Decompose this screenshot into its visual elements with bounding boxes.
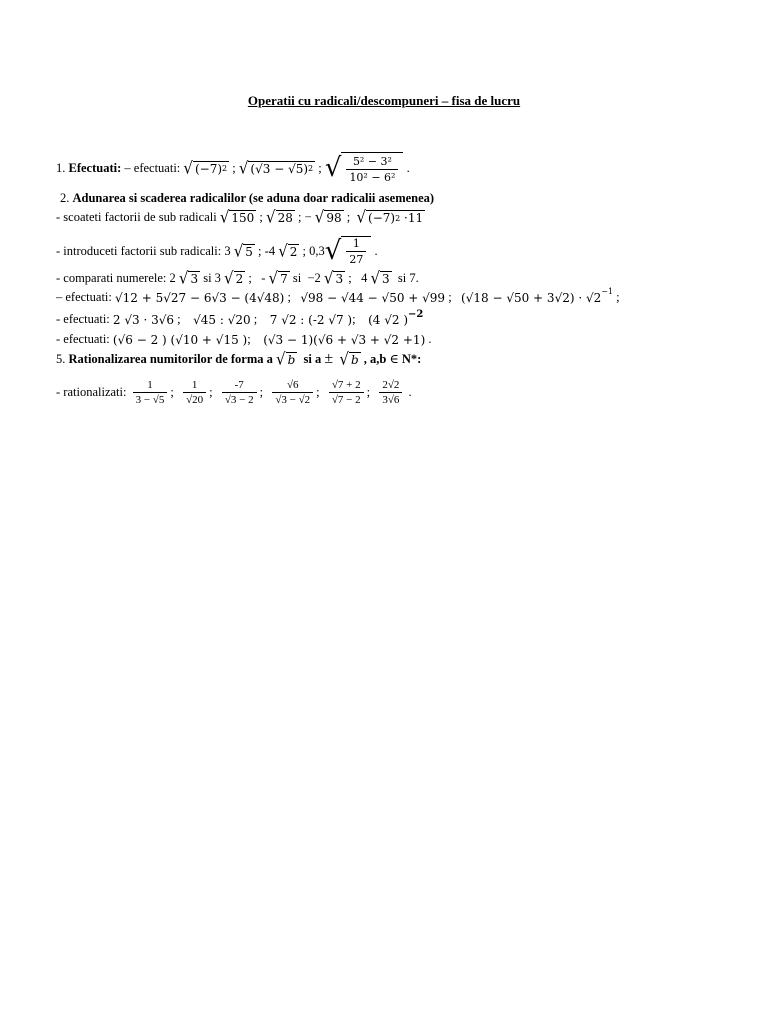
exercise-scoateti: - scoateti factorii de sub radicali √ 150 ; √ 28 ; − √ 98 ; √ (−7) 2 ·11 bbox=[56, 207, 424, 227]
instruction-lead: - scoateti factorii de sub radicali bbox=[56, 210, 217, 224]
expression-1: √ (−7) 2 bbox=[183, 157, 228, 178]
instruction-lead: - comparati numerele: bbox=[56, 271, 167, 285]
exercise-introduceti: - introduceti factorii sub radicali: 3 √ 5 ; -4 √ 2 ; 0,3 √ $\frac{1}{27}$ . bbox=[56, 236, 378, 266]
section-heading: Efectuati: bbox=[68, 160, 122, 175]
page-title: Operatii cu radicali/descompuneri – fisa de lucru bbox=[247, 93, 521, 108]
section-number: 2. bbox=[60, 191, 70, 205]
expression-3: √ $\frac{\text{5² − 3²}}{\text{10² − 6²}}$ bbox=[325, 152, 404, 184]
fraction-item: $\frac{1}{3 - √5}$ bbox=[133, 379, 168, 406]
exercise-efectuati-2: - efectuati: 2 √3 · 3√6 ; √45 : √20 ; 7 √2 : (-2 √7 ) ; (4 √2 ) $^{-2}$ bbox=[56, 309, 424, 327]
fraction-item: $\frac{2√2}{3√6}$ bbox=[379, 379, 402, 406]
section-5: 5. Rationalizarea numitorilor de forma a √ b si a ± √ b , a,b ∈ N*: bbox=[56, 348, 422, 369]
section-number: 5. bbox=[56, 351, 66, 366]
section-heading: Adunarea si scaderea radicalilor (se aduna doar radicalii asemenea) bbox=[72, 191, 435, 205]
fraction-item: $\frac{-7}{√3 - 2}$ bbox=[222, 379, 257, 406]
instruction-lead: - efectuati: bbox=[56, 312, 110, 326]
instruction-lead: - rationalizati: bbox=[56, 384, 127, 399]
fraction-item: $\frac{1}{√20}$ bbox=[183, 379, 206, 406]
exercise-efectuati-3: - efectuati: (√6 − 2 ) (√10 + √15 ) ; (√3 − 1)(√6 + √3 + √2 +1) . bbox=[56, 332, 432, 347]
exercise-efectuati-1: – efectuati: √12 + 5√27 − 6√3 − (4√48) ; √98 − √44 − √50 + √99 ; (√18 − √50 + 3√2) · √2 $^{-1}$ ; bbox=[56, 287, 620, 305]
section-1: 1. Efectuati: – efectuati: √ (−7) 2 ; √ ( √3 − √5 ) 2 ; √ $\frac{\text{5² − 3²}}{\text{10² − 6²}}$ . bbox=[56, 153, 410, 184]
instruction-lead: – efectuati: bbox=[56, 290, 112, 304]
instruction-lead: – efectuati: bbox=[124, 160, 181, 175]
instruction-lead: - introduceti factorii sub radicali: bbox=[56, 243, 222, 258]
exercise-comparati: - comparati numerele: 2 √ 3 si 3 √ 2 ; - √ 7 si −2 √ 3 ; 4 √ 3 si 7. bbox=[56, 268, 419, 288]
section-2 bbox=[60, 191, 434, 206]
instruction-lead: - efectuati: bbox=[56, 332, 110, 346]
expression-2: √ ( √3 − √5 ) 2 bbox=[238, 157, 314, 178]
fraction-item: $\frac{√7 + 2}{√7 - 2}$ bbox=[329, 379, 364, 406]
exercise-rationalizati: - rationalizati: $\frac{1}{3 - √5}$ ; $\frac{1}{√20}$ ; $\frac{-7}{√3 - 2}$ ; $\frac{√6}{√3 - √2}$ ; $\frac{√7 + 2}{√7 - 2}$ ; $\frac{2√2}{3√6}$ . bbox=[56, 378, 412, 406]
section-number: 1. bbox=[56, 160, 66, 175]
fraction-item: $\frac{√6}{√3 - √2}$ bbox=[272, 379, 313, 406]
